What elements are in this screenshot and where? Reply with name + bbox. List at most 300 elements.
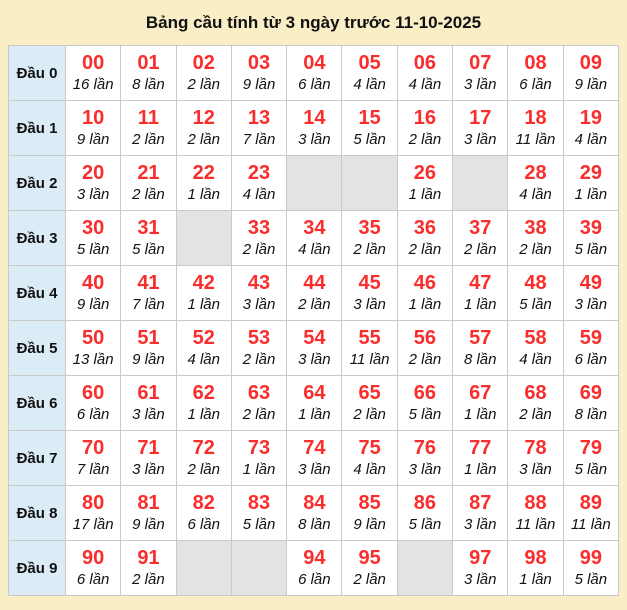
table-body <box>9 46 619 596</box>
occurrence-count: 6 lần <box>298 76 331 93</box>
number-cell <box>287 266 342 321</box>
number-cell <box>508 46 563 101</box>
number-cell <box>453 321 508 376</box>
occurrence-count: 1 lần <box>463 296 497 313</box>
lottery-number: 45 <box>358 272 381 294</box>
occurrence-count: 4 lần <box>519 186 552 203</box>
lottery-number: 40 <box>82 272 105 294</box>
table-row <box>9 541 619 596</box>
number-cell <box>397 321 452 376</box>
occurrence-count: 2 lần <box>353 406 386 423</box>
bridge-stats-table <box>8 45 619 596</box>
occurrence-count: 2 lần <box>298 296 331 313</box>
lottery-number: 55 <box>358 327 381 349</box>
lottery-number: 35 <box>358 217 381 239</box>
number-cell <box>231 101 286 156</box>
empty-cell <box>453 156 508 211</box>
number-cell <box>121 101 176 156</box>
number-cell <box>508 376 563 431</box>
row-header: Đầu 3 <box>9 211 66 266</box>
lottery-number: 48 <box>524 272 547 294</box>
lottery-number: 52 <box>192 327 215 349</box>
occurrence-count: 8 lần <box>132 76 165 93</box>
lottery-number: 58 <box>524 327 547 349</box>
occurrence-count: 5 lần <box>519 296 552 313</box>
number-cell <box>176 266 231 321</box>
lottery-number: 10 <box>82 107 105 129</box>
lottery-number: 13 <box>247 107 271 129</box>
lottery-number: 80 <box>82 492 105 514</box>
number-cell <box>397 156 452 211</box>
number-cell <box>176 101 231 156</box>
occurrence-count: 4 lần <box>353 461 386 478</box>
lottery-number: 03 <box>247 52 271 74</box>
lottery-number: 87 <box>469 492 492 514</box>
occurrence-count: 17 lần <box>72 516 114 533</box>
lottery-number: 29 <box>579 162 602 184</box>
number-cell <box>66 156 121 211</box>
occurrence-count: 1 lần <box>463 461 497 478</box>
lottery-number: 73 <box>247 437 271 459</box>
lottery-number: 61 <box>137 382 160 404</box>
empty-cell <box>176 541 231 596</box>
number-cell <box>397 431 452 486</box>
lottery-number: 53 <box>247 327 271 349</box>
number-cell <box>342 376 397 431</box>
lottery-number: 19 <box>579 107 602 129</box>
lottery-number: 65 <box>358 382 381 404</box>
lottery-number: 84 <box>303 492 326 514</box>
number-cell <box>508 321 563 376</box>
number-cell <box>231 211 286 266</box>
occurrence-count: 2 lần <box>353 241 386 258</box>
occurrence-count: 11 lần <box>515 131 556 148</box>
lottery-number: 95 <box>358 547 381 569</box>
number-cell <box>66 376 121 431</box>
number-cell <box>453 211 508 266</box>
occurrence-count: 9 lần <box>132 351 165 368</box>
lottery-number: 91 <box>137 547 160 569</box>
lottery-number: 26 <box>413 162 437 184</box>
occurrence-count: 4 lần <box>519 351 552 368</box>
number-cell <box>66 46 121 101</box>
occurrence-count: 4 lần <box>574 131 608 148</box>
occurrence-count: 1 lần <box>574 186 608 203</box>
number-cell <box>231 431 286 486</box>
number-cell <box>563 431 618 486</box>
lottery-number: 94 <box>303 547 326 569</box>
number-cell <box>287 101 342 156</box>
occurrence-count: 8 lần <box>298 516 331 533</box>
table-row <box>9 321 619 376</box>
number-cell <box>563 486 618 541</box>
lottery-number: 57 <box>469 327 492 349</box>
lottery-number: 46 <box>413 272 437 294</box>
lottery-number: 51 <box>137 327 160 349</box>
number-cell <box>231 46 286 101</box>
lottery-number: 18 <box>524 107 547 129</box>
number-cell <box>176 321 231 376</box>
number-cell <box>231 266 286 321</box>
occurrence-count: 11 lần <box>515 516 556 533</box>
occurrence-count: 2 lần <box>408 351 442 368</box>
number-cell <box>121 266 176 321</box>
lottery-number: 78 <box>524 437 547 459</box>
occurrence-count: 11 lần <box>349 351 390 368</box>
row-header: Đầu 8 <box>9 486 66 541</box>
row-header: Đầu 2 <box>9 156 66 211</box>
occurrence-count: 9 lần <box>76 296 110 313</box>
lottery-number: 22 <box>192 162 215 184</box>
number-cell <box>342 321 397 376</box>
number-cell <box>508 541 563 596</box>
lottery-number: 59 <box>579 327 602 349</box>
occurrence-count: 5 lần <box>408 516 442 533</box>
number-cell <box>176 486 231 541</box>
lottery-number: 05 <box>358 52 381 74</box>
row-header: Đầu 7 <box>9 431 66 486</box>
number-cell <box>453 431 508 486</box>
occurrence-count: 5 lần <box>574 461 608 478</box>
number-cell <box>508 101 563 156</box>
number-cell <box>342 486 397 541</box>
table-row <box>9 486 619 541</box>
occurrence-count: 6 lần <box>298 571 331 588</box>
lottery-number: 34 <box>303 217 326 239</box>
occurrence-count: 9 lần <box>76 131 110 148</box>
occurrence-count: 8 lần <box>574 406 608 423</box>
occurrence-count: 2 lần <box>242 241 276 258</box>
occurrence-count: 3 lần <box>463 516 497 533</box>
occurrence-count: 3 lần <box>353 296 386 313</box>
number-cell <box>287 431 342 486</box>
lottery-number: 23 <box>247 162 271 184</box>
lottery-number: 81 <box>137 492 160 514</box>
occurrence-count: 3 lần <box>408 461 442 478</box>
lottery-number: 42 <box>192 272 215 294</box>
occurrence-count: 6 lần <box>519 76 552 93</box>
lottery-number: 66 <box>413 382 437 404</box>
lottery-number: 06 <box>413 52 437 74</box>
number-cell <box>121 376 176 431</box>
occurrence-count: 2 lần <box>132 571 165 588</box>
occurrence-count: 2 lần <box>187 76 220 93</box>
number-cell <box>287 46 342 101</box>
occurrence-count: 5 lần <box>76 241 110 258</box>
number-cell <box>66 211 121 266</box>
number-cell <box>563 101 618 156</box>
lottery-number: 38 <box>524 217 547 239</box>
number-cell <box>342 211 397 266</box>
occurrence-count: 1 lần <box>463 406 497 423</box>
occurrence-count: 3 lần <box>463 131 497 148</box>
occurrence-count: 1 lần <box>187 296 220 313</box>
number-cell <box>287 486 342 541</box>
number-cell <box>176 156 231 211</box>
occurrence-count: 6 lần <box>574 351 608 368</box>
lottery-number: 97 <box>469 547 492 569</box>
number-cell <box>287 321 342 376</box>
occurrence-count: 2 lần <box>408 241 442 258</box>
occurrence-count: 13 lần <box>72 351 114 368</box>
number-cell <box>453 266 508 321</box>
occurrence-count: 9 lần <box>242 76 276 93</box>
occurrence-count: 6 lần <box>76 406 110 423</box>
number-cell <box>563 376 618 431</box>
lottery-number: 72 <box>192 437 215 459</box>
empty-cell <box>176 211 231 266</box>
occurrence-count: 7 lần <box>242 131 276 148</box>
table-row <box>9 266 619 321</box>
lottery-number: 30 <box>82 217 105 239</box>
lottery-number: 71 <box>137 437 160 459</box>
occurrence-count: 1 lần <box>242 461 276 478</box>
occurrence-count: 2 lần <box>187 131 220 148</box>
number-cell <box>66 266 121 321</box>
occurrence-count: 16 lần <box>72 76 114 93</box>
occurrence-count: 3 lần <box>298 131 331 148</box>
number-cell <box>563 541 618 596</box>
occurrence-count: 4 lần <box>187 351 220 368</box>
occurrence-count: 3 lần <box>519 461 552 478</box>
number-cell <box>397 101 452 156</box>
number-cell <box>121 46 176 101</box>
lottery-number: 88 <box>524 492 547 514</box>
lottery-number: 86 <box>413 492 437 514</box>
number-cell <box>121 486 176 541</box>
occurrence-count: 1 lần <box>408 296 442 313</box>
number-cell <box>342 46 397 101</box>
occurrence-count: 5 lần <box>353 131 386 148</box>
lottery-number: 28 <box>524 162 547 184</box>
lottery-number: 16 <box>413 107 437 129</box>
occurrence-count: 4 lần <box>408 76 442 93</box>
table-row <box>9 101 619 156</box>
lottery-number: 00 <box>82 52 105 74</box>
occurrence-count: 1 lần <box>187 186 220 203</box>
occurrence-count: 4 lần <box>242 186 276 203</box>
number-cell <box>121 431 176 486</box>
occurrence-count: 9 lần <box>132 516 165 533</box>
number-cell <box>453 46 508 101</box>
number-cell <box>508 431 563 486</box>
lottery-number: 67 <box>469 382 492 404</box>
occurrence-count: 2 lần <box>242 406 276 423</box>
number-cell <box>231 321 286 376</box>
number-cell <box>508 266 563 321</box>
row-header: Đầu 4 <box>9 266 66 321</box>
lottery-number: 62 <box>192 382 215 404</box>
number-cell <box>66 486 121 541</box>
lottery-number: 50 <box>82 327 105 349</box>
occurrence-count: 2 lần <box>242 351 276 368</box>
lottery-number: 68 <box>524 382 547 404</box>
number-cell <box>287 541 342 596</box>
number-cell <box>231 376 286 431</box>
number-cell <box>66 431 121 486</box>
occurrence-count: 8 lần <box>463 351 497 368</box>
number-cell <box>508 486 563 541</box>
occurrence-count: 3 lần <box>298 461 331 478</box>
number-cell <box>287 211 342 266</box>
number-cell <box>121 211 176 266</box>
lottery-number: 37 <box>469 217 492 239</box>
lottery-number: 82 <box>192 492 215 514</box>
occurrence-count: 11 lần <box>570 516 611 533</box>
empty-cell <box>231 541 286 596</box>
lottery-number: 90 <box>82 547 105 569</box>
lottery-number: 47 <box>469 272 492 294</box>
lottery-number: 39 <box>579 217 602 239</box>
table-row <box>9 46 619 101</box>
lottery-number: 85 <box>358 492 381 514</box>
table-row <box>9 211 619 266</box>
number-cell <box>176 46 231 101</box>
occurrence-count: 1 lần <box>519 571 552 588</box>
occurrence-count: 2 lần <box>519 241 552 258</box>
occurrence-count: 6 lần <box>187 516 220 533</box>
row-header: Đầu 6 <box>9 376 66 431</box>
lottery-number: 33 <box>247 217 271 239</box>
occurrence-count: 4 lần <box>298 241 331 258</box>
number-cell <box>176 376 231 431</box>
lottery-number: 69 <box>579 382 602 404</box>
lottery-number: 09 <box>579 52 602 74</box>
occurrence-count: 5 lần <box>408 406 442 423</box>
lottery-number: 98 <box>524 547 547 569</box>
number-cell <box>342 101 397 156</box>
occurrence-count: 9 lần <box>353 516 386 533</box>
number-cell <box>121 156 176 211</box>
number-cell <box>342 431 397 486</box>
lottery-number: 76 <box>413 437 437 459</box>
lottery-number: 17 <box>469 107 492 129</box>
number-cell <box>121 541 176 596</box>
number-cell <box>563 46 618 101</box>
number-cell <box>563 211 618 266</box>
number-cell <box>66 101 121 156</box>
occurrence-count: 9 lần <box>574 76 608 93</box>
number-cell <box>397 46 452 101</box>
row-header: Đầu 1 <box>9 101 66 156</box>
number-cell <box>287 376 342 431</box>
number-cell <box>563 266 618 321</box>
lottery-number: 89 <box>579 492 602 514</box>
number-cell <box>563 321 618 376</box>
table-row <box>9 431 619 486</box>
lottery-number: 56 <box>413 327 437 349</box>
number-cell <box>508 211 563 266</box>
occurrence-count: 5 lần <box>132 241 165 258</box>
occurrence-count: 6 lần <box>76 571 110 588</box>
lottery-number: 01 <box>137 52 160 74</box>
lottery-number: 70 <box>82 437 105 459</box>
lottery-number: 02 <box>192 52 215 74</box>
occurrence-count: 3 lần <box>76 186 110 203</box>
lottery-number: 54 <box>303 327 326 349</box>
number-cell <box>231 486 286 541</box>
lottery-number: 07 <box>469 52 492 74</box>
number-cell <box>66 541 121 596</box>
lottery-number: 31 <box>137 217 160 239</box>
occurrence-count: 3 lần <box>242 296 276 313</box>
occurrence-count: 3 lần <box>574 296 608 313</box>
lottery-number: 75 <box>358 437 381 459</box>
number-cell <box>231 156 286 211</box>
number-cell <box>342 266 397 321</box>
number-cell <box>121 321 176 376</box>
number-cell <box>453 486 508 541</box>
number-cell <box>453 376 508 431</box>
row-header: Đầu 5 <box>9 321 66 376</box>
lottery-number: 41 <box>137 272 160 294</box>
occurrence-count: 4 lần <box>353 76 386 93</box>
number-cell <box>397 376 452 431</box>
lottery-number: 20 <box>82 162 105 184</box>
number-cell <box>453 101 508 156</box>
page-title: Bảng cầu tính từ 3 ngày trước 11-10-2025 <box>145 13 482 32</box>
table-row <box>9 376 619 431</box>
lottery-number: 60 <box>82 382 105 404</box>
number-cell <box>397 486 452 541</box>
occurrence-count: 2 lần <box>408 131 442 148</box>
lottery-number: 49 <box>579 272 602 294</box>
occurrence-count: 7 lần <box>132 296 165 313</box>
occurrence-count: 3 lần <box>132 461 165 478</box>
occurrence-count: 2 lần <box>132 131 165 148</box>
occurrence-count: 2 lần <box>519 406 552 423</box>
occurrence-count: 2 lần <box>187 461 220 478</box>
empty-cell <box>342 156 397 211</box>
occurrence-count: 1 lần <box>298 406 331 423</box>
occurrence-count: 3 lần <box>463 76 497 93</box>
lottery-number: 99 <box>579 547 602 569</box>
occurrence-count: 3 lần <box>298 351 331 368</box>
occurrence-count: 5 lần <box>242 516 276 533</box>
row-header: Đầu 0 <box>9 46 66 101</box>
lottery-number: 77 <box>469 437 492 459</box>
lottery-number: 15 <box>358 107 381 129</box>
empty-cell <box>397 541 452 596</box>
occurrence-count: 7 lần <box>76 461 110 478</box>
number-cell <box>453 541 508 596</box>
number-cell <box>563 156 618 211</box>
lottery-number: 14 <box>303 107 326 129</box>
occurrence-count: 2 lần <box>463 241 497 258</box>
occurrence-count: 1 lần <box>187 406 220 423</box>
number-cell <box>176 431 231 486</box>
occurrence-count: 3 lần <box>463 571 497 588</box>
lottery-number: 11 <box>137 107 160 129</box>
lottery-number: 21 <box>137 162 160 184</box>
lottery-number: 12 <box>192 107 215 129</box>
number-cell <box>508 156 563 211</box>
lottery-number: 79 <box>579 437 602 459</box>
lottery-number: 44 <box>303 272 326 294</box>
lottery-number: 74 <box>303 437 326 459</box>
number-cell <box>342 541 397 596</box>
occurrence-count: 5 lần <box>574 241 608 258</box>
occurrence-count: 2 lần <box>353 571 386 588</box>
lottery-number: 36 <box>413 217 437 239</box>
row-header: Đầu 9 <box>9 541 66 596</box>
number-cell <box>66 321 121 376</box>
lottery-number: 04 <box>303 52 326 74</box>
table-row <box>9 156 619 211</box>
occurrence-count: 5 lần <box>574 571 608 588</box>
occurrence-count: 2 lần <box>132 186 165 203</box>
number-cell <box>397 266 452 321</box>
